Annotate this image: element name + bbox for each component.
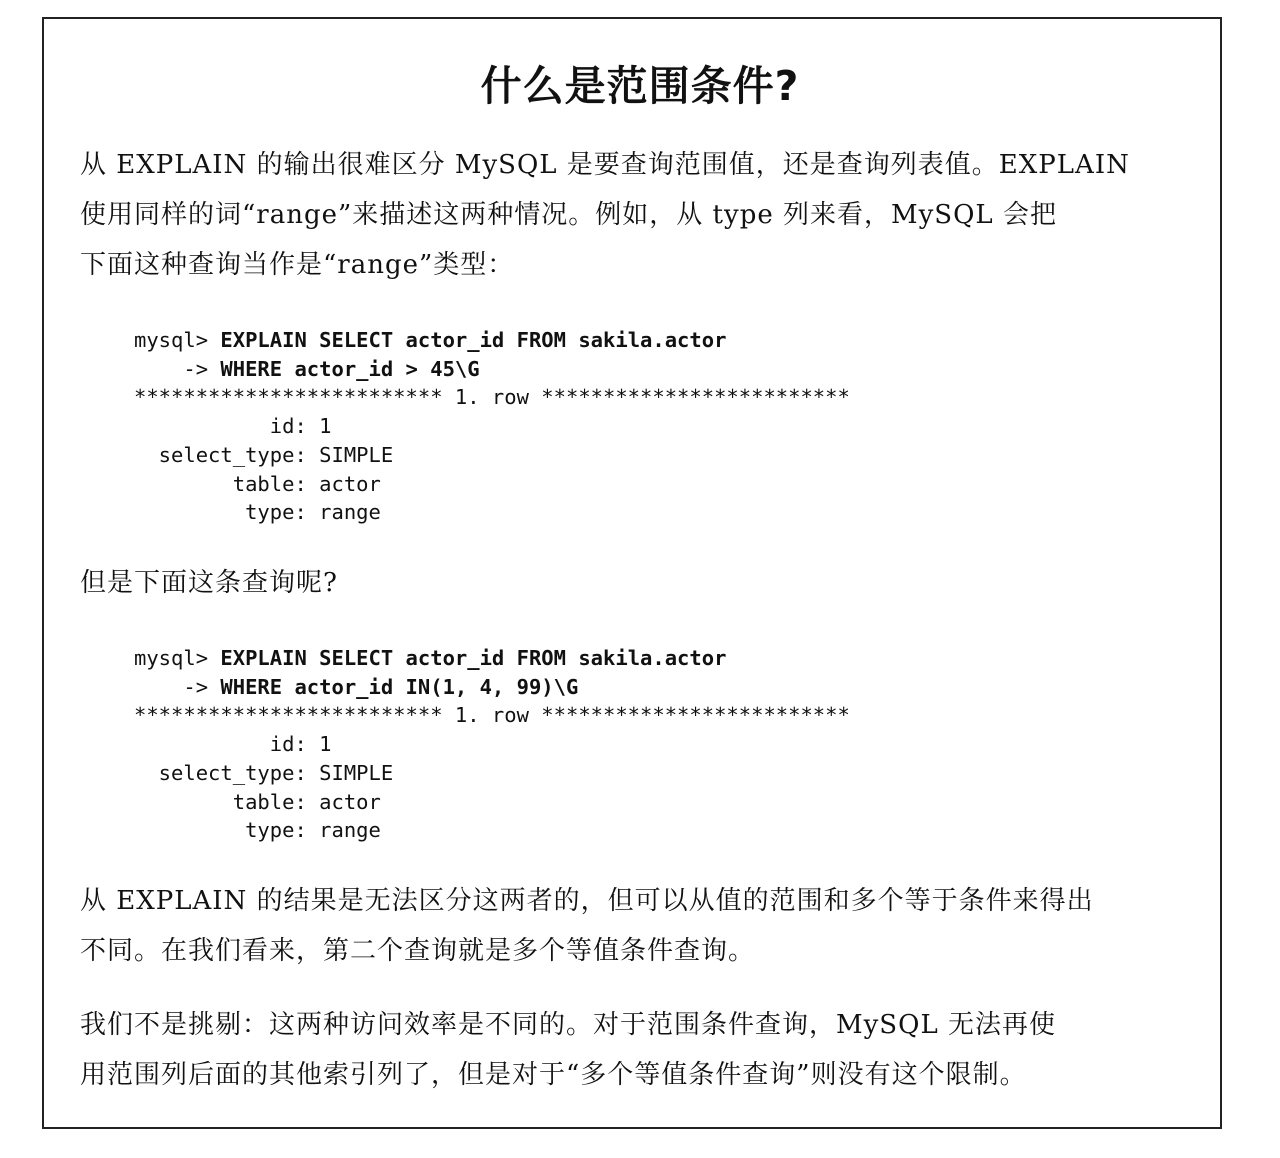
code-output-line: id: 1 (134, 732, 332, 757)
conclusion-paragraph (80, 876, 1190, 976)
code-command: WHERE actor_id > 45\G (220, 356, 480, 381)
code-row-separator: ************************* 1. row ************************* (134, 385, 850, 410)
question-line: 但是下面这条查询呢? (80, 568, 338, 598)
code-output-line: table: actor (134, 789, 381, 814)
code-command: EXPLAIN SELECT actor_id FROM sakila.actor (220, 646, 727, 670)
code-output-line: select_type: SIMPLE (134, 760, 394, 785)
conclusion-line: 从 EXPLAIN 的结果是无法区分这两者的，但可以从值的范围和多个等于条件来得出 (80, 886, 1094, 916)
code-command: EXPLAIN SELECT actor_id FROM sakila.actor (220, 328, 727, 352)
question-paragraph (80, 558, 1190, 608)
intro-line: 使用同样的词“range”来描述这两种情况。例如，从 type 列来看，MySQL 会把 (80, 200, 1057, 230)
code-command: WHERE actor_id IN(1, 4, 99)\G (220, 674, 579, 699)
code-output-line: type: range (134, 500, 381, 525)
conclusion-line: 不同。在我们看来，第二个查询就是多个等值条件查询。 (80, 936, 756, 966)
code-prompt: mysql> (134, 646, 221, 670)
code-prompt: -> (134, 356, 221, 381)
code-row-separator: ************************* 1. row ************************* (134, 703, 850, 728)
intro-line: 下面这种查询当作是“range”类型： (80, 250, 515, 280)
code-prompt: mysql> (134, 328, 221, 352)
final-line: 用范围列后面的其他索引列了，但是对于“多个等值条件查询”则没有这个限制。 (80, 1060, 1027, 1090)
code-output-line: select_type: SIMPLE (134, 442, 394, 467)
final-line: 我们不是挑剔：这两种访问效率是不同的。对于范围条件查询，MySQL 无法再使 (80, 1010, 1056, 1040)
code-block-in-list (134, 644, 850, 845)
final-paragraph (80, 1000, 1190, 1100)
code-output-line: table: actor (134, 471, 381, 496)
code-output-line: type: range (134, 818, 381, 843)
intro-paragraph (80, 140, 1190, 290)
intro-line: 从 EXPLAIN 的输出很难区分 MySQL 是要查询范围值，还是查询列表值。EXPLAIN (80, 150, 1130, 180)
code-block-range (134, 326, 850, 527)
sidebar-title: 什么是范围条件? (480, 62, 800, 110)
code-prompt: -> (134, 674, 221, 699)
code-output-line: id: 1 (134, 414, 332, 439)
